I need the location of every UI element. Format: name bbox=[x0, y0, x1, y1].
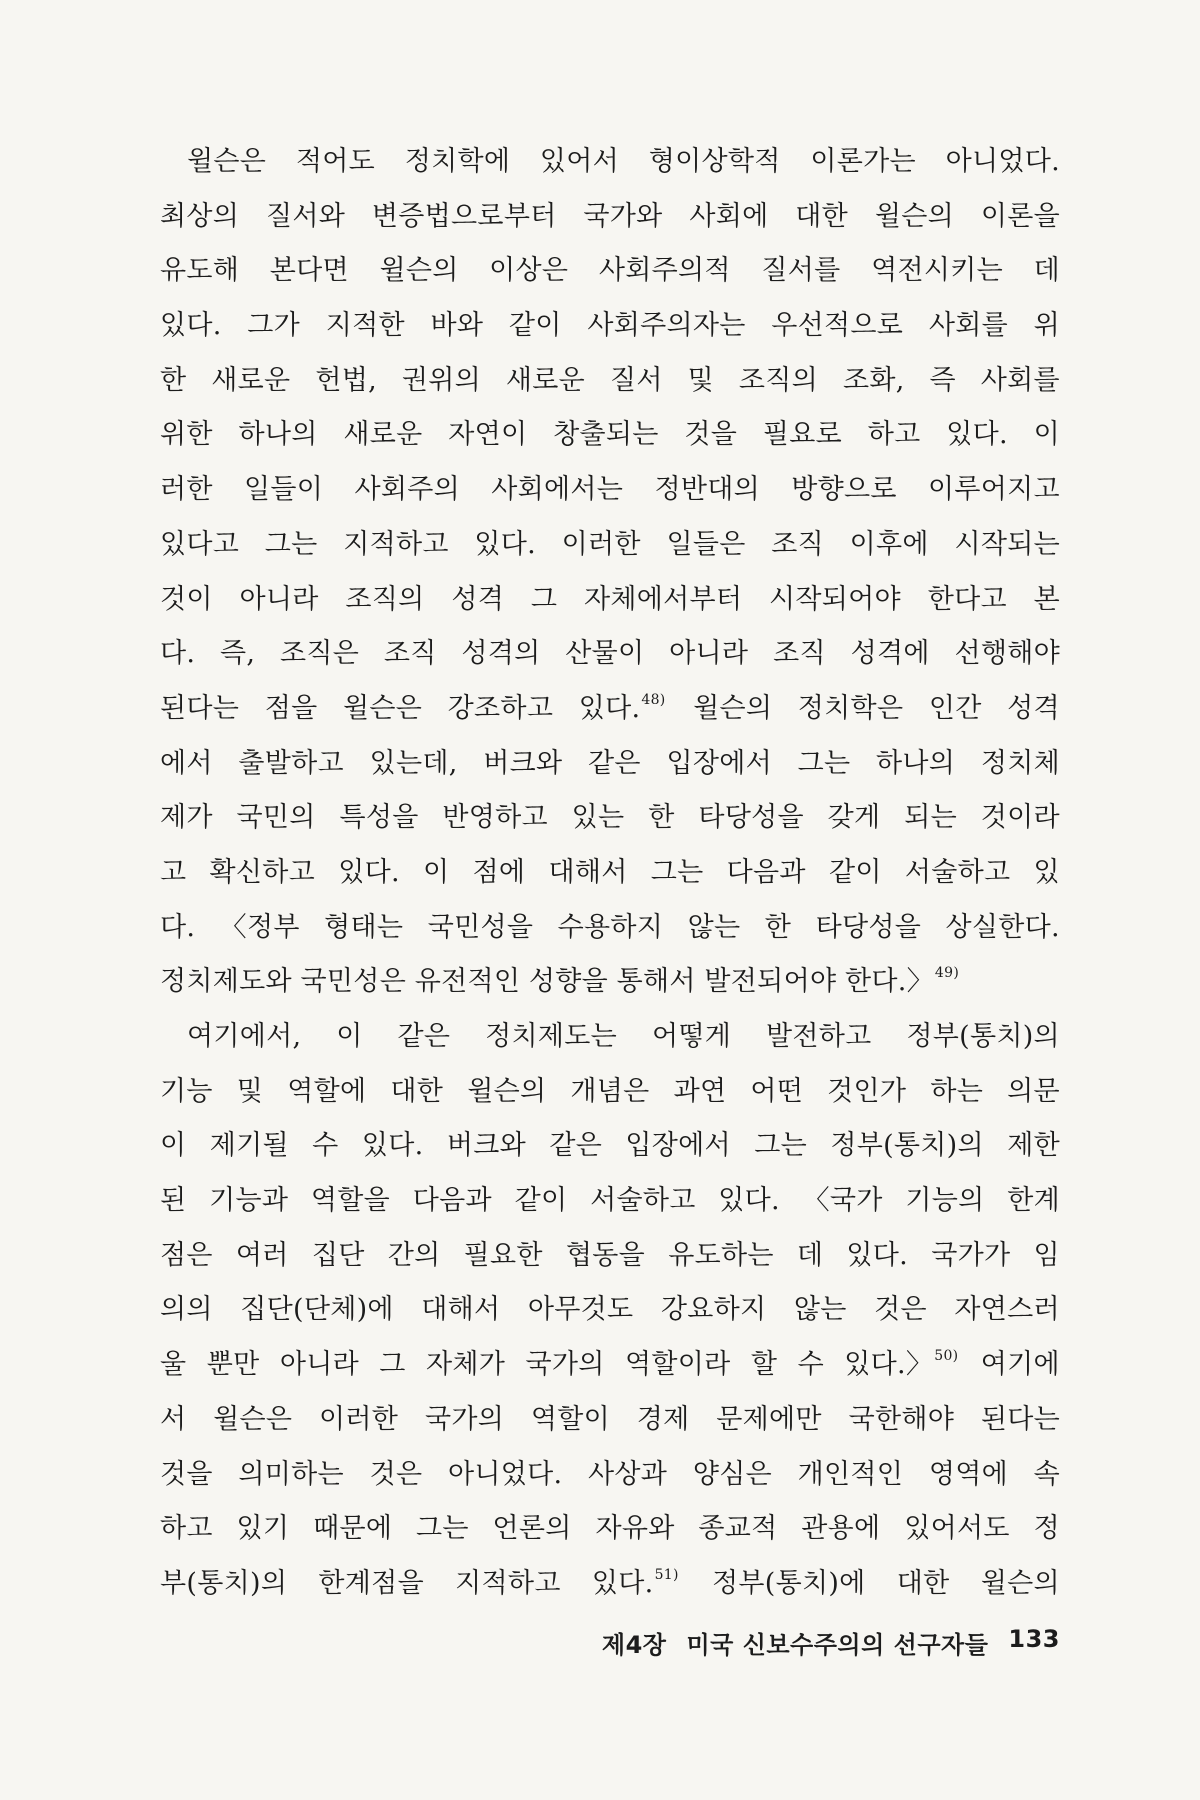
word: 서 bbox=[160, 1403, 187, 1435]
text-line bbox=[160, 573, 1060, 628]
word: 국가의 bbox=[525, 1349, 605, 1381]
word: 성격에 bbox=[850, 638, 930, 670]
word: 제한 bbox=[1007, 1130, 1060, 1162]
word: 강조하고 bbox=[447, 692, 554, 724]
word: 아니라 bbox=[279, 1349, 359, 1381]
word: 다. bbox=[160, 638, 196, 670]
word: 서술하고 bbox=[590, 1185, 696, 1217]
text-line bbox=[160, 1502, 1060, 1557]
word: 질서 bbox=[609, 364, 663, 396]
word: 하나의 bbox=[876, 747, 956, 779]
word: 있다. bbox=[846, 1239, 909, 1271]
word: 개인적인 bbox=[797, 1458, 904, 1490]
word: 창출되는 bbox=[553, 419, 659, 451]
text-line bbox=[160, 1174, 1060, 1229]
word: 정치제도는 bbox=[485, 1021, 618, 1052]
word: 버크와 bbox=[483, 747, 563, 779]
word: 통해서 bbox=[616, 966, 696, 998]
word: 지적한 bbox=[325, 310, 405, 342]
word: 국가와 bbox=[583, 200, 663, 232]
word: 이 bbox=[336, 1021, 363, 1052]
word: 새로운 bbox=[343, 419, 423, 451]
word: 윌슨의 bbox=[379, 255, 459, 287]
word: 데 bbox=[1033, 255, 1060, 287]
word: 〈정부 bbox=[219, 911, 300, 943]
word: 있다. bbox=[160, 310, 222, 342]
word: 점에 bbox=[472, 856, 526, 888]
word: 양심은 bbox=[692, 1458, 772, 1490]
word: 한계 bbox=[1007, 1185, 1060, 1217]
word: 있다고 bbox=[160, 528, 240, 560]
word: 출발하고 bbox=[238, 747, 344, 779]
word: 아니라 bbox=[239, 583, 319, 615]
word: 조화, bbox=[842, 364, 905, 396]
word: 필요로 bbox=[762, 419, 842, 451]
word: 상실한다. bbox=[945, 911, 1060, 943]
text-line bbox=[160, 518, 1060, 573]
word: 자연스러 bbox=[954, 1294, 1060, 1326]
word: 있다. bbox=[338, 856, 400, 888]
word: 의의 bbox=[160, 1294, 213, 1326]
word: 이 bbox=[423, 856, 450, 888]
word: 있어서도 bbox=[904, 1513, 1010, 1545]
text-line bbox=[160, 354, 1060, 409]
word: 유도하는 bbox=[668, 1239, 774, 1271]
text-line bbox=[160, 737, 1060, 792]
word: 그는 bbox=[650, 856, 704, 888]
word: 하고 bbox=[867, 419, 921, 451]
word: 종교적 bbox=[698, 1513, 778, 1545]
word: 입장에서 bbox=[625, 1130, 731, 1162]
word: 타당성을 bbox=[698, 802, 804, 834]
word: 것이 bbox=[160, 583, 213, 615]
text-line bbox=[160, 1283, 1060, 1338]
word: 같이 bbox=[514, 1185, 568, 1217]
word: 한 bbox=[764, 911, 792, 943]
text-line bbox=[160, 299, 1060, 354]
word: 언론의 bbox=[492, 1513, 572, 1545]
word: 그는 bbox=[264, 528, 318, 560]
footnote-marker: 49) bbox=[934, 965, 960, 982]
word: 있어서 bbox=[539, 146, 620, 177]
word: 변증법으로부터 bbox=[371, 200, 557, 232]
text-line bbox=[160, 1229, 1060, 1284]
word: 있다. bbox=[946, 419, 1008, 451]
word: 및 bbox=[236, 1075, 264, 1107]
word: 의미하는 bbox=[238, 1458, 344, 1490]
word: 적어도 bbox=[295, 146, 375, 177]
word: 어떻게 bbox=[651, 1021, 732, 1052]
word: 되는 bbox=[904, 802, 957, 834]
word: 이론가는 bbox=[810, 146, 916, 177]
word: 다. bbox=[160, 911, 196, 943]
word: 권위의 bbox=[401, 364, 482, 396]
word: 형이상학적 bbox=[648, 146, 781, 177]
word: 윌슨은 bbox=[342, 692, 423, 724]
word: 사회를 bbox=[980, 364, 1060, 396]
word: 것을 bbox=[684, 419, 738, 451]
text-line bbox=[160, 1010, 1060, 1065]
word: 선행해야 bbox=[954, 638, 1060, 670]
word: 위 bbox=[1033, 310, 1060, 342]
word: 고 bbox=[160, 856, 187, 888]
word: 조직은 bbox=[280, 638, 360, 670]
text-line bbox=[160, 901, 1060, 956]
chapter-title: 미국 신보수주의의 선구자들 bbox=[686, 1631, 989, 1659]
word: 성격 bbox=[451, 583, 505, 615]
word: 정치학은 bbox=[797, 692, 904, 724]
word: 방향으로 bbox=[791, 474, 897, 506]
word: 반영하고 bbox=[442, 802, 548, 834]
word: 있다.$^{48)}$ bbox=[578, 691, 666, 724]
word: 울 bbox=[160, 1349, 187, 1381]
word: 헌법, bbox=[315, 364, 377, 396]
word: 영역에 bbox=[928, 1458, 1008, 1490]
word: 그가 bbox=[247, 310, 301, 342]
word: 일들은 bbox=[666, 528, 746, 560]
word: 서술하고 bbox=[904, 856, 1011, 888]
word: 있기 bbox=[236, 1513, 290, 1545]
word: 정부(통치)에 bbox=[711, 1567, 866, 1599]
word: 윌슨의 bbox=[693, 692, 773, 724]
word: 자체가 bbox=[426, 1349, 506, 1381]
text-line bbox=[160, 627, 1060, 682]
footnote-marker: 48) bbox=[641, 691, 666, 708]
word: 점은 bbox=[160, 1239, 213, 1271]
word: 수용하지 bbox=[557, 911, 664, 943]
word: 위한 bbox=[160, 419, 213, 451]
word: 발전하고 bbox=[765, 1021, 872, 1052]
word: 아니었다. bbox=[945, 146, 1060, 177]
word: 과연 bbox=[673, 1075, 727, 1107]
text-line bbox=[160, 846, 1060, 901]
word: 것은 bbox=[874, 1294, 927, 1326]
word: 있다. bbox=[718, 1185, 780, 1217]
word: 즉, bbox=[220, 638, 256, 670]
word: 최상의 bbox=[160, 200, 240, 232]
page-number: 133 bbox=[1008, 1625, 1060, 1653]
word: 경제 bbox=[636, 1403, 690, 1435]
word: 대한 bbox=[390, 1075, 444, 1107]
footnote-marker: 51) bbox=[654, 1566, 679, 1583]
word: 바와 bbox=[430, 310, 484, 342]
word: 자유와 bbox=[595, 1513, 675, 1545]
text-line bbox=[160, 244, 1060, 299]
word: 본 bbox=[1033, 583, 1060, 615]
word: 자체에서부터 bbox=[583, 583, 743, 615]
word: 갖게 bbox=[827, 802, 881, 834]
text-line bbox=[160, 791, 1060, 846]
word: 정치제도와 bbox=[160, 966, 292, 998]
word: 이 bbox=[1033, 419, 1060, 451]
word: 여러 bbox=[235, 1239, 289, 1271]
word: 유전적인 bbox=[414, 966, 521, 998]
word: 있 bbox=[1033, 856, 1060, 888]
word: 문제에만 bbox=[716, 1403, 822, 1435]
page-footer bbox=[560, 1625, 1060, 1660]
word: 그 bbox=[379, 1349, 406, 1381]
word: 있는 bbox=[571, 802, 625, 834]
word: 국가의 bbox=[424, 1403, 505, 1435]
word: 의문 bbox=[1007, 1075, 1060, 1107]
word: 것은 bbox=[369, 1458, 423, 1490]
word: 시작되어야 bbox=[769, 583, 901, 615]
word: 기능과 bbox=[209, 1185, 289, 1217]
word: 윌슨은 bbox=[213, 1403, 293, 1435]
text-line bbox=[160, 1119, 1060, 1174]
word: 관용에 bbox=[801, 1513, 881, 1545]
word: 새로운 bbox=[211, 364, 291, 396]
word: 때문에 bbox=[313, 1513, 393, 1545]
word: 조직의 bbox=[345, 583, 425, 615]
word: 아니었다. bbox=[447, 1458, 563, 1490]
word: 일들이 bbox=[244, 474, 324, 506]
word: 정 bbox=[1033, 1513, 1060, 1545]
text-line bbox=[160, 190, 1060, 245]
word: 같은 bbox=[549, 1130, 603, 1162]
word: 것이라 bbox=[980, 802, 1060, 834]
word: 것을 bbox=[160, 1458, 213, 1490]
text-line bbox=[160, 1448, 1060, 1503]
word: 뿐만 bbox=[206, 1349, 260, 1381]
word: 타당성을 bbox=[815, 911, 922, 943]
word: 있다.$^{51)}$ bbox=[591, 1566, 679, 1599]
word: 여기에 bbox=[980, 1349, 1060, 1381]
word: 지적하고 bbox=[343, 528, 449, 560]
word: 데 bbox=[796, 1239, 824, 1271]
word: 다음과 bbox=[726, 856, 806, 888]
word: 같은 bbox=[397, 1021, 451, 1052]
word: 에서 bbox=[160, 747, 213, 779]
word: 대해서 bbox=[421, 1294, 501, 1326]
word: 아니라 bbox=[669, 638, 749, 670]
word: 다음과 bbox=[412, 1185, 492, 1217]
word: 이러한 bbox=[561, 528, 641, 560]
word: 강요하지 bbox=[660, 1294, 767, 1326]
word: 임 bbox=[1033, 1239, 1060, 1271]
word: 있다. bbox=[474, 528, 537, 560]
word: 윌슨의 bbox=[874, 200, 955, 232]
word: 산물이 bbox=[565, 638, 645, 670]
word: 사상과 bbox=[588, 1458, 668, 1490]
word: 유도해 bbox=[160, 255, 240, 287]
word: 그 bbox=[530, 583, 558, 615]
word: 역할이라 bbox=[624, 1349, 731, 1381]
word: 조직 bbox=[771, 528, 825, 560]
word: 같이 bbox=[828, 856, 882, 888]
word: 있다.〉$^{50)}$ bbox=[844, 1348, 959, 1381]
word: 그는 bbox=[415, 1513, 469, 1545]
word: 수 bbox=[797, 1349, 824, 1381]
word: 아무것도 bbox=[527, 1294, 634, 1326]
text-line bbox=[160, 955, 1060, 1010]
word: 사회주의적 bbox=[598, 255, 731, 287]
word: 자연이 bbox=[448, 419, 528, 451]
word: 그는 bbox=[754, 1130, 807, 1162]
word: 역할에 bbox=[287, 1075, 367, 1107]
text-line bbox=[160, 1338, 1060, 1393]
word: 것인가 bbox=[827, 1075, 907, 1107]
footnote-marker: 50) bbox=[934, 1348, 959, 1365]
word: 집단(단체)에 bbox=[240, 1294, 394, 1326]
word: 정부(통치)의 bbox=[906, 1021, 1060, 1052]
word: 이후에 bbox=[849, 528, 929, 560]
word: 윌슨의 bbox=[980, 1567, 1060, 1599]
word: 성향을 bbox=[528, 966, 609, 998]
word: 기능의 bbox=[905, 1185, 985, 1217]
word: 질서를 bbox=[761, 255, 841, 287]
word: 대한 bbox=[896, 1567, 950, 1599]
word: 기능 bbox=[160, 1075, 213, 1107]
word: 속 bbox=[1033, 1458, 1060, 1490]
text-line bbox=[160, 135, 1060, 190]
word: 한 bbox=[648, 802, 675, 834]
word: 특성을 bbox=[339, 802, 419, 834]
word: 조직 bbox=[383, 638, 437, 670]
word: 개념은 bbox=[570, 1075, 650, 1107]
word: 집단 bbox=[311, 1239, 365, 1271]
word: 점을 bbox=[264, 692, 318, 724]
word: 사회주의자는 bbox=[587, 310, 746, 342]
word: 어떤 bbox=[750, 1075, 804, 1107]
word: 이러한 bbox=[319, 1403, 399, 1435]
word: 사회를 bbox=[928, 310, 1008, 342]
word: 우선적으로 bbox=[771, 310, 904, 342]
word: 있는데, bbox=[369, 747, 458, 779]
word: 필요한 bbox=[463, 1239, 543, 1271]
text-line bbox=[160, 463, 1060, 518]
word: 사회주의 bbox=[354, 474, 460, 506]
word: 협동을 bbox=[565, 1239, 646, 1271]
word: 본다면 bbox=[269, 255, 349, 287]
word: 이루어지고 bbox=[928, 474, 1060, 506]
word: 윌슨의 bbox=[467, 1075, 547, 1107]
word: 이상은 bbox=[489, 255, 569, 287]
word: 정반대의 bbox=[654, 474, 760, 506]
word: 새로운 bbox=[505, 364, 586, 396]
word: 윌슨은 bbox=[187, 146, 267, 177]
text-line bbox=[160, 1393, 1060, 1448]
word: 성격 bbox=[1007, 692, 1060, 724]
body-text bbox=[160, 135, 1060, 1612]
word: 한다.〉$^{49)}$ bbox=[844, 965, 960, 998]
word: 된 bbox=[160, 1185, 187, 1217]
word: 〈국가 bbox=[802, 1185, 883, 1217]
word: 사회에서는 bbox=[491, 474, 624, 506]
word: 대한 bbox=[795, 200, 849, 232]
word: 러한 bbox=[160, 474, 213, 506]
word: 않는 bbox=[687, 911, 741, 943]
text-line bbox=[160, 1065, 1060, 1120]
word: 국민의 bbox=[236, 802, 316, 834]
word: 대해서 bbox=[548, 856, 628, 888]
word: 한다고 bbox=[927, 583, 1007, 615]
word: 한 bbox=[160, 364, 187, 396]
chapter-label: 제4장 bbox=[601, 1631, 667, 1659]
word: 같은 bbox=[588, 747, 641, 779]
word: 인간 bbox=[928, 692, 982, 724]
word: 하고 bbox=[160, 1513, 213, 1545]
word: 부(통치)의 bbox=[160, 1567, 288, 1599]
word: 조직의 bbox=[738, 364, 819, 396]
word: 하나의 bbox=[238, 419, 318, 451]
word: 국가가 bbox=[931, 1239, 1011, 1271]
word: 정치체 bbox=[980, 747, 1060, 779]
word: 한계점을 bbox=[318, 1567, 424, 1599]
word: 제가 bbox=[160, 802, 213, 834]
word: 역할이 bbox=[530, 1403, 611, 1435]
word: 같이 bbox=[508, 310, 562, 342]
word: 된다는 bbox=[160, 692, 240, 724]
word: 간의 bbox=[387, 1239, 441, 1271]
word: 이론을 bbox=[980, 200, 1060, 232]
word: 질서와 bbox=[265, 200, 346, 232]
word: 형태는 bbox=[324, 911, 404, 943]
word: 된다는 bbox=[980, 1403, 1060, 1435]
word: 지적하고 bbox=[455, 1567, 561, 1599]
word: 역전시키는 bbox=[871, 255, 1003, 287]
word: 국민성을 bbox=[427, 911, 534, 943]
word: 할 bbox=[750, 1349, 778, 1381]
word: 제기될 bbox=[209, 1130, 289, 1162]
text-line bbox=[160, 1557, 1060, 1612]
word: 조직 bbox=[773, 638, 826, 670]
word: 국민성은 bbox=[300, 966, 407, 998]
word: 성격의 bbox=[461, 638, 541, 670]
word: 국한해야 bbox=[848, 1403, 955, 1435]
word: 이 bbox=[160, 1130, 187, 1162]
word: 정부(통치)의 bbox=[830, 1130, 984, 1162]
word: 시작되는 bbox=[954, 528, 1060, 560]
word: 즉 bbox=[929, 364, 956, 396]
word: 발전되어야 bbox=[704, 966, 837, 998]
text-line bbox=[160, 682, 1060, 737]
word: 입장에서 bbox=[666, 747, 772, 779]
word: 및 bbox=[687, 364, 715, 396]
text-line bbox=[160, 408, 1060, 463]
word: 있다. bbox=[361, 1130, 424, 1162]
word: 하는 bbox=[930, 1075, 984, 1107]
word: 버크와 bbox=[446, 1130, 526, 1162]
word: 확신하고 bbox=[209, 856, 316, 888]
word: 사회에 bbox=[689, 200, 769, 232]
word: 수 bbox=[312, 1130, 339, 1162]
word: 역할을 bbox=[310, 1185, 391, 1217]
word: 그는 bbox=[797, 747, 851, 779]
word: 정치학에 bbox=[404, 146, 511, 177]
word: 여기에서, bbox=[187, 1021, 302, 1052]
word: 않는 bbox=[793, 1294, 847, 1326]
